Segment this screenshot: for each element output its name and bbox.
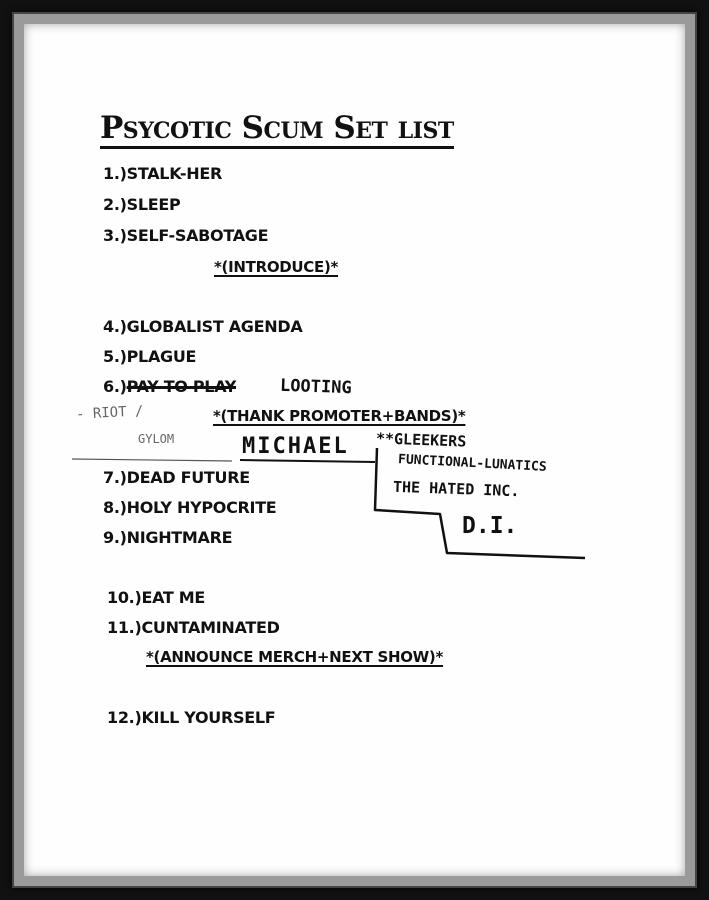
song-9: 9.)NIGHTMARE	[103, 528, 233, 547]
note-thank: *(THANK PROMOTER+BANDS)*	[213, 407, 466, 425]
song-11: 11.)CUNTAMINATED	[107, 618, 280, 637]
song-12: 12.)KILL YOURSELF	[107, 708, 276, 727]
handwritten-gylom: GYLOM	[138, 432, 175, 446]
song-6-number: 6.)	[103, 377, 127, 396]
song-6-struck-title: PAY TO PLAY	[126, 377, 237, 396]
song-1: 1.)STALK-HER	[103, 164, 222, 183]
song-10: 10.)EAT ME	[107, 588, 206, 607]
note-introduce: *(INTRODUCE)*	[214, 258, 339, 276]
handwritten-band-2: FUNCTIONAL-LUNATICS	[397, 452, 548, 475]
bands-bracket-line	[375, 448, 585, 558]
setlist-title: Psycotic Scum Set list	[100, 112, 454, 149]
handwritten-band-4: D.I.	[462, 513, 518, 539]
handwritten-band-3: THE HATED INC.	[392, 477, 520, 501]
handwritten-band-1: **GLEEKERS	[375, 429, 467, 451]
michael-underline	[240, 460, 375, 462]
song-4: 4.)GLOBALIST AGENDA	[103, 317, 303, 336]
song-7: 7.)DEAD FUTURE	[103, 468, 250, 487]
handwritten-michael: MICHAEL	[242, 434, 349, 459]
song-2: 2.)SLEEP	[103, 195, 181, 214]
song-8: 8.)HOLY HYPOCRITE	[103, 498, 277, 517]
song-5: 5.)PLAGUE	[103, 347, 197, 366]
handwritten-separator-line	[72, 459, 232, 461]
song-6-handwritten-title: LOOTING	[279, 375, 352, 399]
song-3: 3.)SELF-SABOTAGE	[103, 226, 269, 245]
note-announce: *(ANNOUNCE MERCH+NEXT SHOW)*	[146, 648, 444, 666]
handwritten-riot: - RIOT /	[75, 403, 144, 423]
